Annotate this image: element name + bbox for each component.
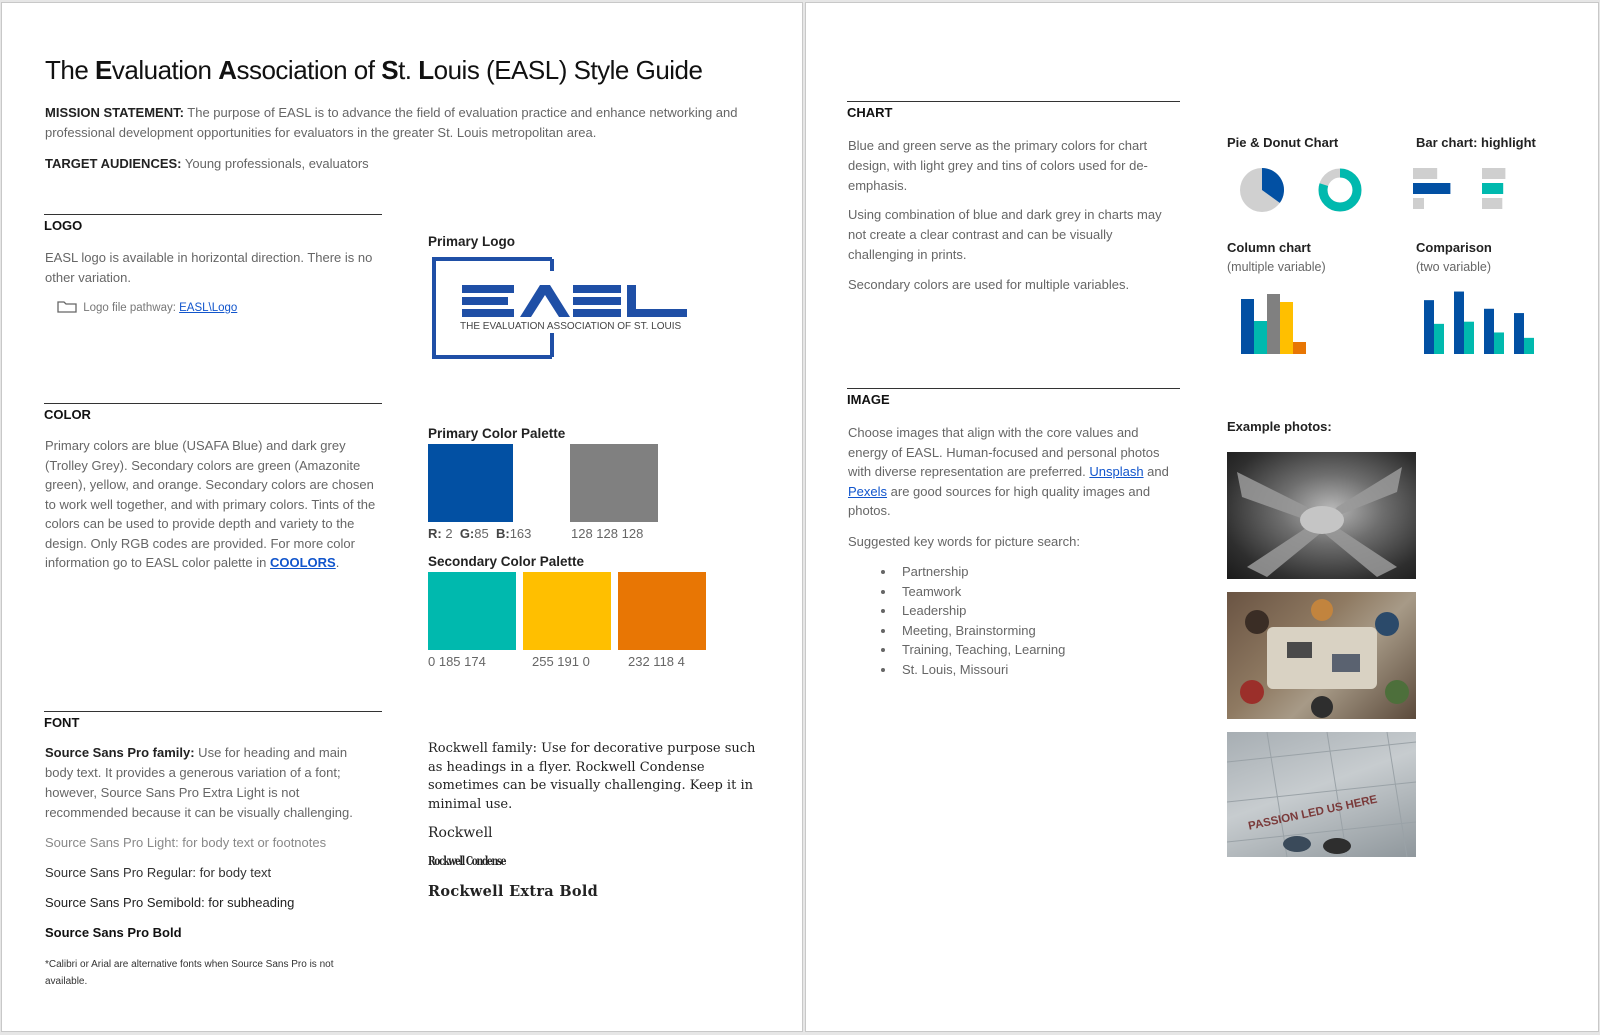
pexels-link[interactable]: Pexels xyxy=(848,483,888,499)
comparison-bar-teal xyxy=(1524,338,1534,354)
bar-chart-highlight-b xyxy=(1482,168,1530,216)
comparison-bar-teal xyxy=(1434,324,1444,354)
primary-palette-label: Primary Color Palette xyxy=(428,426,566,441)
mission-statement: MISSION STATEMENT: The purpose of EASL is to advance the field of evaluation practice and enhance networking and professional development opportunities for evaluators in the greater St. Louis metropolitan area. xyxy=(45,105,738,140)
swatch-green-rgb: 0 185 174 xyxy=(428,654,486,669)
comparison-bar-blue xyxy=(1484,309,1494,354)
keywords-list xyxy=(848,562,1178,680)
comparison-bar-teal xyxy=(1464,322,1474,354)
font-regular: Source Sans Pro Regular: for body text xyxy=(45,865,272,880)
logo-tagline: THE EVALUATION ASSOCIATION OF ST. LOUIS xyxy=(460,321,682,332)
font-bold: Source Sans Pro Bold xyxy=(45,925,182,940)
rockwell-extra-bold-sample: Rockwell Extra Bold xyxy=(428,883,599,900)
logo-text: EASL logo is available in horizontal direction. There is no other variation. xyxy=(45,250,373,285)
chart-p3: Secondary colors are used for multiple variables. xyxy=(848,277,1130,292)
rockwell-sample: Rockwell xyxy=(428,825,493,841)
column-chart-bar xyxy=(1267,294,1280,354)
font-light: Source Sans Pro Light: for body text or footnotes xyxy=(45,835,327,850)
bar-highlight-b-mark xyxy=(1482,183,1503,194)
folder-icon xyxy=(57,300,77,313)
pie-donut-label: Pie & Donut Chart xyxy=(1227,135,1339,150)
rockwell-condense-sample: Rockwell Condense xyxy=(428,854,506,868)
color-text: Primary colors are blue (USAFA Blue) and dark grey (Trolley Grey). Secondary colors are green (Amazonite green), yellow, and orange. Secondary colors are chosen to work well together, and with primary colors. Tints of the colors can be used to provide depth and variety to the design. Only RGB codes are provided. For more color information go to EASL color palette in COOLORS. xyxy=(45,438,376,570)
keyword-item: • Meeting, Brainstorming xyxy=(896,621,1178,641)
photo-caption-text: PASSION LED US HERE xyxy=(1247,793,1379,833)
image-heading: IMAGE xyxy=(847,388,1180,407)
logo-heading: LOGO xyxy=(44,214,382,233)
primary-logo-label: Primary Logo xyxy=(428,234,516,249)
comparison-bar-blue xyxy=(1424,300,1434,354)
font-heading: FONT xyxy=(44,711,382,730)
keyword-item: • Teamwork xyxy=(896,582,1178,602)
comparison-bar-teal xyxy=(1494,332,1504,354)
bar-highlight-a-mark xyxy=(1413,198,1424,209)
font-semibold: Source Sans Pro Semibold: for subheading xyxy=(45,895,295,910)
photo-hands-together xyxy=(1227,452,1416,579)
swatch-trolley-grey xyxy=(570,444,658,522)
comparison-bar-blue xyxy=(1454,292,1464,354)
logo-pathway xyxy=(57,300,237,314)
bar-highlight-a-mark xyxy=(1413,183,1450,194)
logo-pathway-link[interactable]: EASL\Logo xyxy=(179,302,238,314)
column-chart-label: Column chart xyxy=(1227,240,1311,255)
coolors-link[interactable]: COOLORS xyxy=(269,555,336,570)
swatch-usafa-blue xyxy=(428,444,513,522)
swatch-orange-rgb: 232 118 4 xyxy=(628,654,685,669)
bar-highlight-label: Bar chart: highlight xyxy=(1416,135,1536,150)
keyword-item: • Leadership xyxy=(896,601,1178,621)
font-footnote: *Calibri or Arial are alternative fonts when Source Sans Pro is not available. xyxy=(45,959,334,987)
bar-highlight-b-mark xyxy=(1482,168,1505,179)
easl-logo xyxy=(432,257,698,359)
swatch-yellow-rgb: 255 191 0 xyxy=(532,654,590,669)
bar-chart-highlight-a xyxy=(1413,168,1461,216)
bar-highlight-a-mark xyxy=(1413,168,1437,179)
font-family-text: Source Sans Pro family: Use for heading and main body text. It provides a generous variation of a font; however, Source Sans Pro Extra Light is not recommended because it can be visually challenging. xyxy=(45,745,353,820)
chart-heading: CHART xyxy=(847,101,1180,120)
swatch-grey-rgb: 128 128 128 xyxy=(571,526,644,541)
keywords-label: Suggested key words for picture search: xyxy=(848,534,1080,549)
chart-p2: Using combination of blue and dark grey in charts may not create a clear contrast and can be visually challenging in prints. xyxy=(848,207,1162,262)
rockwell-text: Rockwell family: Use for decorative purpose such as headings in a flyer. Rockwell Condense sometimes can be visually challenging. Keep it in minimal use. xyxy=(428,741,756,812)
swatch-amazonite-green xyxy=(428,572,516,650)
column-chart xyxy=(1238,284,1328,356)
target-audiences: TARGET AUDIENCES: Young professionals, evaluators xyxy=(45,156,369,171)
keyword-item: • Training, Teaching, Learning xyxy=(896,640,1178,660)
example-photos-label: Example photos: xyxy=(1227,419,1332,434)
keyword-item: • St. Louis, Missouri xyxy=(896,660,1178,680)
column-chart-bar xyxy=(1254,321,1267,354)
keyword-item: • Partnership xyxy=(896,562,1178,582)
photo-meeting-table xyxy=(1227,592,1416,719)
comparison-sub: (two variable) xyxy=(1416,260,1492,274)
swatch-orange xyxy=(618,572,706,650)
comparison-chart xyxy=(1418,284,1548,356)
column-chart-bar xyxy=(1241,299,1254,354)
logo-pathway-label: Logo file pathway: xyxy=(83,302,180,314)
chart-p1: Blue and green serve as the primary colors for chart design, with light grey and tins of colors used for de-emphasis. xyxy=(848,138,1148,193)
bar-highlight-b-mark xyxy=(1482,198,1502,209)
comparison-label: Comparison xyxy=(1416,240,1492,255)
comparison-bar-blue xyxy=(1514,313,1524,354)
unsplash-link[interactable]: Unsplash xyxy=(1089,464,1144,480)
page-title: The Evaluation Association of St. Louis (EASL) Style Guide xyxy=(45,55,703,85)
donut-chart xyxy=(1316,166,1364,214)
swatch-yellow xyxy=(523,572,611,650)
column-chart-sub: (multiple variable) xyxy=(1227,260,1326,274)
swatch-blue-rgb: R: 2 G:85 B:163 xyxy=(428,526,532,541)
photo-passion-led-us-here xyxy=(1227,732,1416,857)
color-heading: COLOR xyxy=(44,403,382,422)
secondary-palette-label: Secondary Color Palette xyxy=(428,554,585,569)
pie-chart xyxy=(1238,166,1286,214)
image-text: Choose images that align with the core values and energy of EASL. Human-focused and personal photos with diverse representation are preferred. Unsplash and Pexels are good sources for high quality images and photos. xyxy=(848,425,1169,519)
column-chart-bar xyxy=(1280,302,1293,354)
column-chart-bar xyxy=(1293,342,1306,354)
